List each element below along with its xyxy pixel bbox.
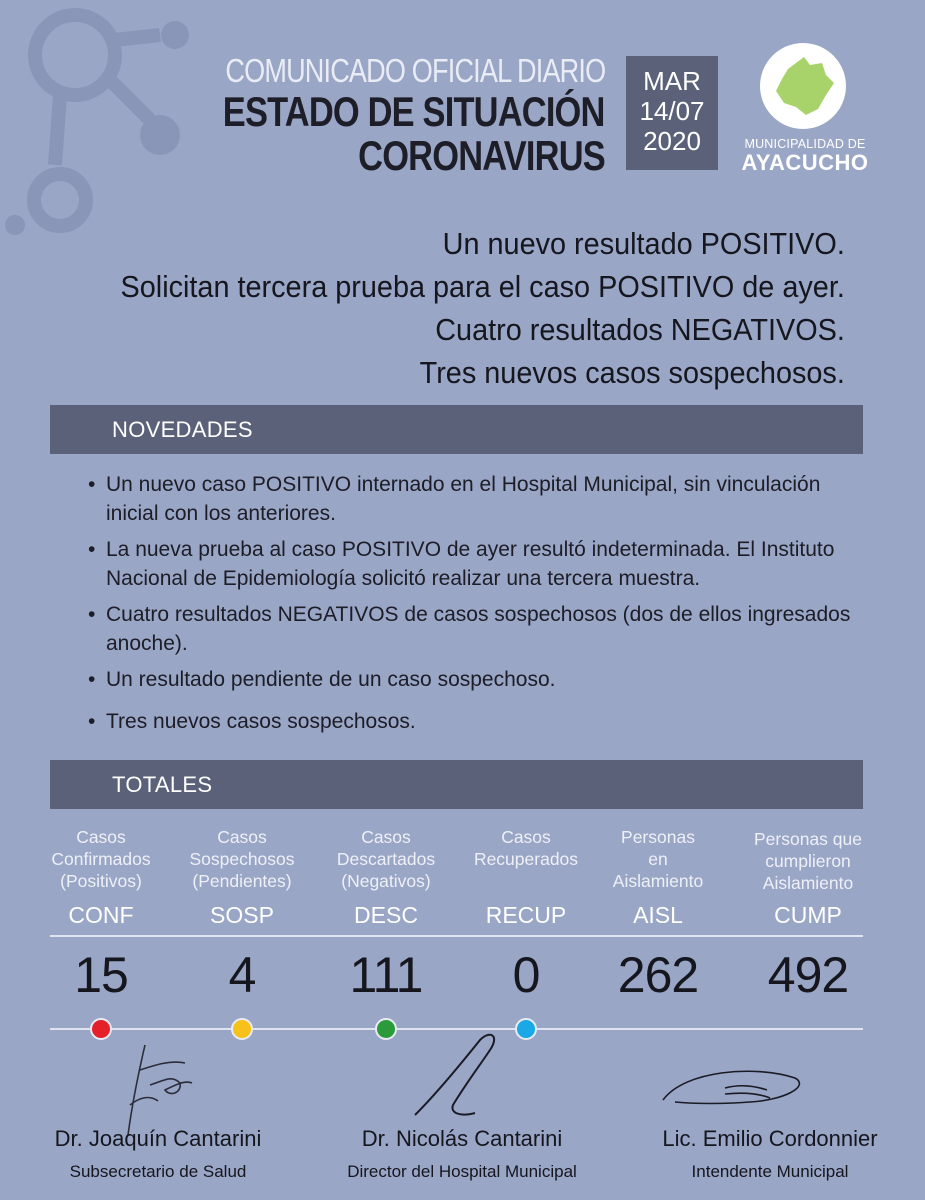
column-abbr: CUMP — [774, 902, 842, 928]
column-abbr: RECUP — [485, 902, 567, 928]
signature-name: Dr. Nicolás Cantarini — [361, 1126, 563, 1151]
signature-role: Intendente Municipal — [691, 1162, 849, 1181]
column-abbr: CONF — [68, 902, 134, 928]
signature-2-icon — [405, 1025, 515, 1125]
headlines — [66, 222, 845, 394]
status-dot-blue — [515, 1018, 537, 1040]
status-dot-green — [375, 1018, 397, 1040]
novedades-title: NOVEDADES — [112, 417, 253, 442]
column-value: 15 — [74, 947, 128, 1003]
list-item: • Un nuevo caso POSITIVO internado en el Hospital Municipal, sin vinculación inicial con los anteriores. — [88, 470, 868, 528]
logo-text-line1: MUNICIPALIDAD DE — [744, 137, 866, 151]
date-daymonth: 14/07 — [639, 96, 705, 126]
signature-name: Dr. Joaquín Cantarini — [54, 1126, 262, 1151]
signature-role: Subsecretario de Salud — [69, 1162, 247, 1181]
totals-column-recup — [456, 826, 596, 1003]
totales-title: TOTALES — [112, 772, 213, 797]
column-value: 4 — [228, 947, 256, 1003]
headline: Cuatro resultados NEGATIVOS. — [435, 312, 845, 347]
status-dot-yellow — [231, 1018, 253, 1040]
list-item: • Tres nuevos casos sospechosos. — [88, 707, 868, 736]
totals-column-conf — [31, 826, 171, 1003]
column-abbr: SOSP — [210, 902, 274, 928]
column-value: 111 — [349, 947, 423, 1003]
logo-text-line2: AYACUCHO — [741, 150, 869, 175]
column-value: 0 — [512, 947, 540, 1003]
network-decoration-icon — [0, 0, 260, 260]
signature-role: Director del Hospital Municipal — [347, 1162, 577, 1181]
column-value: 492 — [767, 947, 849, 1003]
totals-column-aisl — [588, 826, 728, 1003]
header-title-line1: ESTADO DE SITUACIÓN — [223, 88, 605, 135]
column-abbr: AISL — [633, 902, 683, 928]
date-year: 2020 — [643, 126, 701, 156]
divider — [50, 935, 863, 937]
novedades-section-bar — [50, 405, 863, 454]
totals-column-sosp — [172, 826, 312, 1003]
municipality-logo — [760, 43, 846, 129]
header-title-line2: CORONAVIRUS — [358, 132, 605, 179]
map-shape-icon — [760, 43, 846, 129]
totales-section-bar — [50, 760, 863, 809]
list-item: • Cuatro resultados NEGATIVOS de casos sospechosos (dos de ellos ingresados anoche). — [88, 600, 868, 658]
column-label: Casos Recuperados — [473, 827, 579, 869]
signature-3-icon — [655, 1060, 815, 1120]
column-label: Personas que cumplieron Aislamiento — [754, 829, 862, 893]
date-day: MAR — [643, 66, 701, 96]
totals-column-desc — [316, 826, 456, 1003]
totals-column-cump — [738, 826, 878, 1003]
column-label: Casos Confirmados (Positivos) — [51, 827, 151, 891]
column-label: Casos Sospechosos (Pendientes) — [189, 827, 295, 891]
column-abbr: DESC — [354, 902, 418, 928]
headline: Solicitan tercera prueba para el caso POSITIVO de ayer. — [120, 269, 845, 304]
list-item: • Un resultado pendiente de un caso sospechoso. — [88, 665, 868, 694]
header-subtitle: COMUNICADO OFICIAL DIARIO — [225, 52, 605, 89]
status-dot-red — [90, 1018, 112, 1040]
headline: Tres nuevos casos sospechosos. — [419, 355, 845, 390]
novedades-list — [88, 470, 868, 743]
column-label: Personas en Aislamiento — [612, 827, 704, 891]
column-value: 262 — [617, 947, 699, 1003]
column-label: Casos Descartados (Negativos) — [336, 827, 436, 891]
list-item: • La nueva prueba al caso POSITIVO de ayer resultó indeterminada. El Instituto Nacional de Epidemiología solicitó realizar una tercera muestra. — [88, 535, 868, 593]
date-box — [626, 56, 718, 170]
signature-name: Lic. Emilio Cordonnier — [662, 1126, 878, 1151]
headline: Un nuevo resultado POSITIVO. — [442, 226, 845, 261]
